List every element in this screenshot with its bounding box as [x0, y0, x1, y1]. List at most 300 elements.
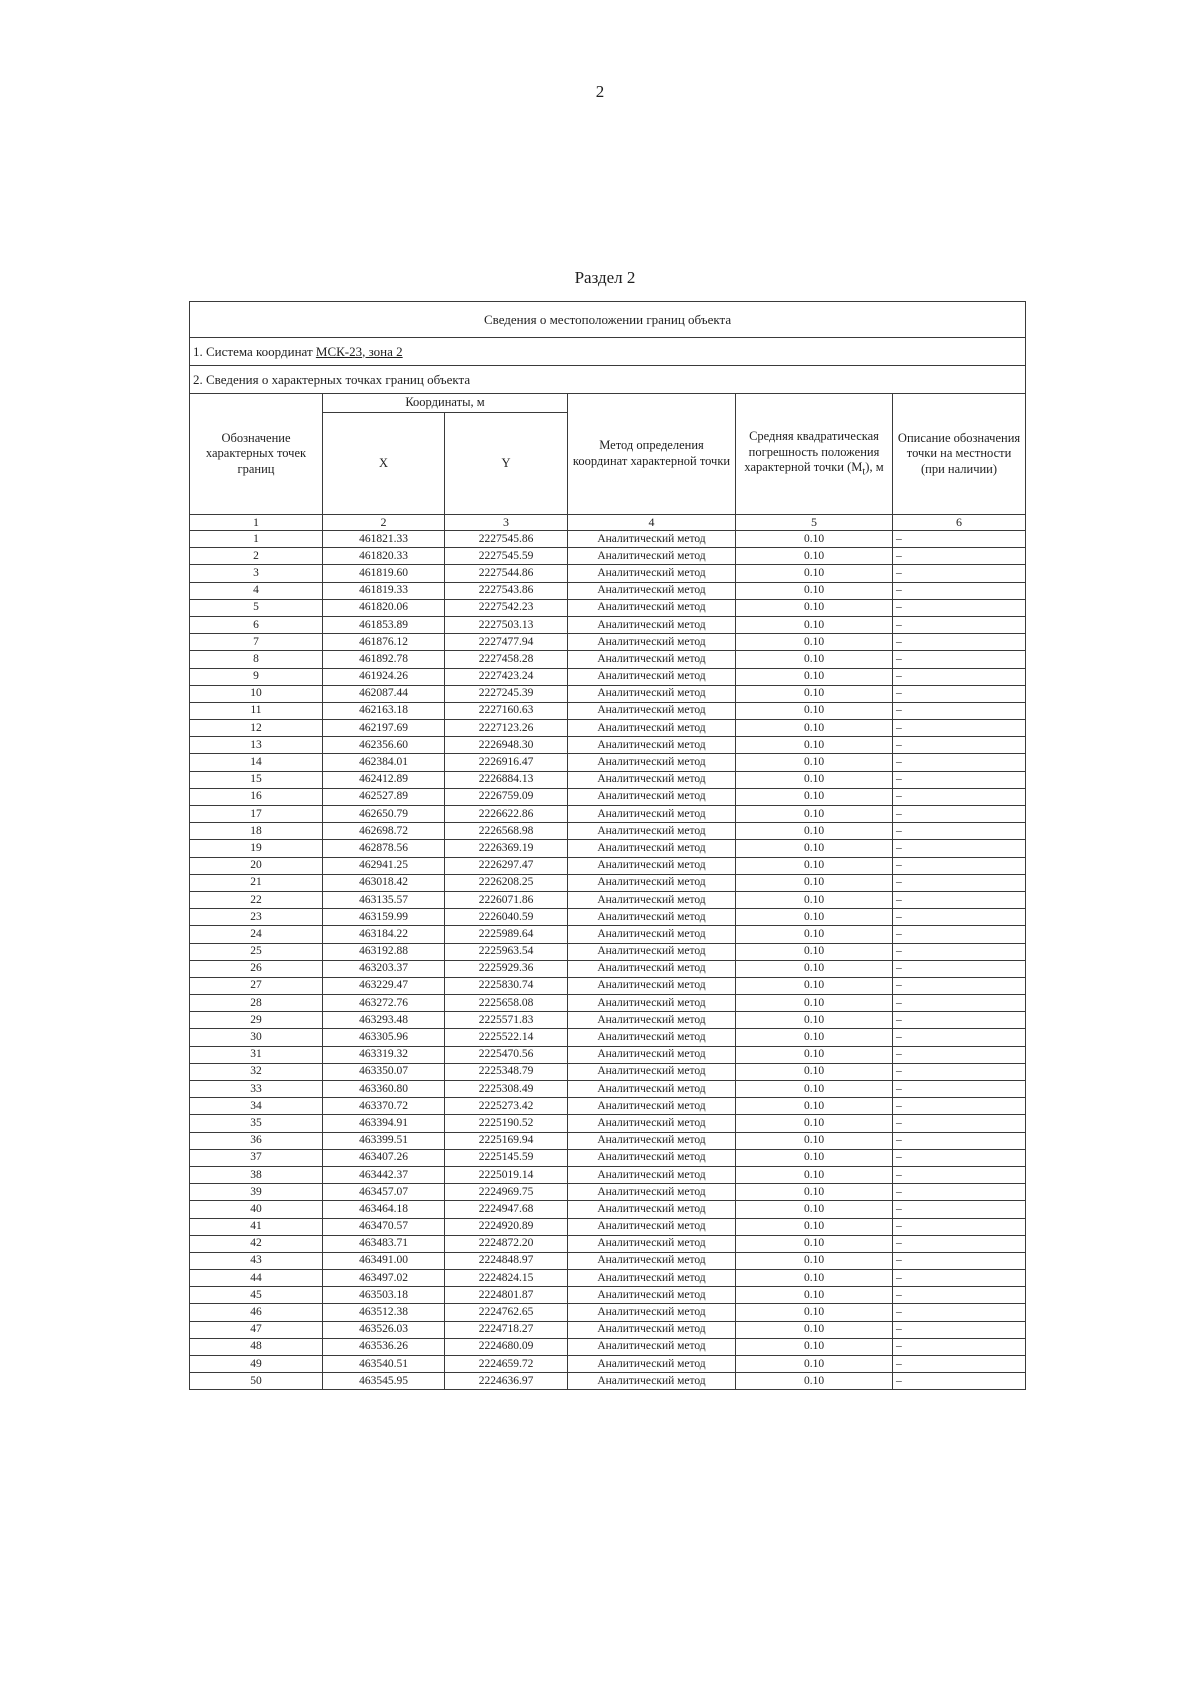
method-cell: Аналитический метод [568, 771, 736, 788]
point-number: 39 [190, 1184, 323, 1201]
point-number: 46 [190, 1304, 323, 1321]
table-row [190, 1081, 1026, 1098]
table-row [190, 960, 1026, 977]
method-cell: Аналитический метод [568, 874, 736, 891]
error-cell: 0.10 [736, 926, 893, 943]
point-number: 19 [190, 840, 323, 857]
error-cell: 0.10 [736, 771, 893, 788]
table-row [190, 1166, 1026, 1183]
coord-x: 463370.72 [323, 1098, 445, 1115]
coord-y: 2225830.74 [445, 977, 568, 994]
description-cell: – [893, 891, 1026, 908]
error-cell: 0.10 [736, 668, 893, 685]
table-row [190, 616, 1026, 633]
error-cell: 0.10 [736, 1012, 893, 1029]
table-row [190, 1321, 1026, 1338]
error-cell: 0.10 [736, 754, 893, 771]
coord-x: 463135.57 [323, 891, 445, 908]
table-row [190, 1270, 1026, 1287]
coord-x: 463203.37 [323, 960, 445, 977]
method-cell: Аналитический метод [568, 616, 736, 633]
point-number: 16 [190, 788, 323, 805]
error-cell: 0.10 [736, 565, 893, 582]
method-cell: Аналитический метод [568, 1029, 736, 1046]
coord-x: 462087.44 [323, 685, 445, 702]
point-number: 7 [190, 634, 323, 651]
point-number: 5 [190, 599, 323, 616]
point-number: 37 [190, 1149, 323, 1166]
header-designation: Обозначение характерных точек границ [190, 394, 323, 515]
coord-y: 2224872.20 [445, 1235, 568, 1252]
description-cell: – [893, 1218, 1026, 1235]
table-row [190, 840, 1026, 857]
description-cell: – [893, 1166, 1026, 1183]
method-cell: Аналитический метод [568, 943, 736, 960]
table-row [190, 1063, 1026, 1080]
error-cell: 0.10 [736, 599, 893, 616]
table-row [190, 926, 1026, 943]
table-row [190, 788, 1026, 805]
error-cell: 0.10 [736, 1098, 893, 1115]
coord-y: 2226759.09 [445, 788, 568, 805]
point-number: 10 [190, 685, 323, 702]
coord-x: 461820.33 [323, 548, 445, 565]
error-cell: 0.10 [736, 857, 893, 874]
description-cell: – [893, 1338, 1026, 1355]
description-cell: – [893, 1063, 1026, 1080]
description-cell: – [893, 737, 1026, 754]
coord-y: 2225522.14 [445, 1029, 568, 1046]
coord-y: 2226208.25 [445, 874, 568, 891]
method-cell: Аналитический метод [568, 1338, 736, 1355]
method-cell: Аналитический метод [568, 857, 736, 874]
coord-y: 2227545.59 [445, 548, 568, 565]
error-cell: 0.10 [736, 737, 893, 754]
coord-x: 463399.51 [323, 1132, 445, 1149]
point-number: 13 [190, 737, 323, 754]
description-cell: – [893, 582, 1026, 599]
page-number: 2 [595, 82, 605, 101]
coord-x: 462163.18 [323, 702, 445, 719]
coordinate-system [190, 338, 1026, 366]
error-cell: 0.10 [736, 1304, 893, 1321]
table-row [190, 599, 1026, 616]
description-cell: – [893, 995, 1026, 1012]
method-cell: Аналитический метод [568, 737, 736, 754]
point-number: 34 [190, 1098, 323, 1115]
description-cell: – [893, 788, 1026, 805]
description-cell: – [893, 1356, 1026, 1373]
table-row [190, 685, 1026, 702]
coord-x: 463526.03 [323, 1321, 445, 1338]
table-row [190, 1132, 1026, 1149]
coord-x: 463497.02 [323, 1270, 445, 1287]
table-row [190, 1304, 1026, 1321]
header-coordinates: Координаты, м [323, 394, 568, 413]
description-cell: – [893, 960, 1026, 977]
error-cell: 0.10 [736, 1356, 893, 1373]
error-cell: 0.10 [736, 634, 893, 651]
error-cell: 0.10 [736, 840, 893, 857]
coord-x: 462878.56 [323, 840, 445, 857]
method-cell: Аналитический метод [568, 1115, 736, 1132]
description-cell: – [893, 1012, 1026, 1029]
coord-x: 463272.76 [323, 995, 445, 1012]
coord-y: 2227544.86 [445, 565, 568, 582]
coord-y: 2226622.86 [445, 806, 568, 823]
table-row [190, 634, 1026, 651]
header-error: Средняя квадратическая погрешность положения характерной точки $(M_t)$, м [736, 394, 893, 515]
description-cell: – [893, 754, 1026, 771]
coord-x: 463545.95 [323, 1373, 445, 1390]
table-row [190, 771, 1026, 788]
coord-x: 461819.60 [323, 565, 445, 582]
coord-y: 2224718.27 [445, 1321, 568, 1338]
method-cell: Аналитический метод [568, 891, 736, 908]
method-cell: Аналитический метод [568, 1373, 736, 1390]
point-number: 1 [190, 531, 323, 548]
description-cell: – [893, 1098, 1026, 1115]
table-row [190, 1356, 1026, 1373]
point-number: 44 [190, 1270, 323, 1287]
error-cell: 0.10 [736, 1132, 893, 1149]
boundary-points-table [189, 301, 1026, 1390]
point-number: 36 [190, 1132, 323, 1149]
method-cell: Аналитический метод [568, 960, 736, 977]
description-cell: – [893, 857, 1026, 874]
point-number: 38 [190, 1166, 323, 1183]
method-cell: Аналитический метод [568, 548, 736, 565]
coord-x: 463229.47 [323, 977, 445, 994]
table-row [190, 1235, 1026, 1252]
coord-x: 463159.99 [323, 909, 445, 926]
coord-y: 2226040.59 [445, 909, 568, 926]
description-cell: – [893, 823, 1026, 840]
table-row [190, 909, 1026, 926]
coord-y: 2227545.86 [445, 531, 568, 548]
point-number: 23 [190, 909, 323, 926]
method-cell: Аналитический метод [568, 668, 736, 685]
table-row [190, 720, 1026, 737]
point-number: 25 [190, 943, 323, 960]
table-row [190, 1218, 1026, 1235]
point-number: 24 [190, 926, 323, 943]
description-cell: – [893, 720, 1026, 737]
coord-x: 463407.26 [323, 1149, 445, 1166]
coord-y: 2224680.09 [445, 1338, 568, 1355]
description-cell: – [893, 840, 1026, 857]
method-cell: Аналитический метод [568, 1046, 736, 1063]
error-cell: 0.10 [736, 823, 893, 840]
column-number: 6 [893, 515, 1026, 531]
method-cell: Аналитический метод [568, 995, 736, 1012]
coord-x: 463483.71 [323, 1235, 445, 1252]
point-number: 40 [190, 1201, 323, 1218]
method-cell: Аналитический метод [568, 926, 736, 943]
coord-x: 461853.89 [323, 616, 445, 633]
method-cell: Аналитический метод [568, 1012, 736, 1029]
error-cell: 0.10 [736, 651, 893, 668]
coord-x: 462698.72 [323, 823, 445, 840]
method-cell: Аналитический метод [568, 1218, 736, 1235]
error-cell: 0.10 [736, 960, 893, 977]
point-number: 21 [190, 874, 323, 891]
error-cell: 0.10 [736, 1115, 893, 1132]
coord-x: 463184.22 [323, 926, 445, 943]
coord-y: 2225145.59 [445, 1149, 568, 1166]
table-row [190, 1029, 1026, 1046]
coord-x: 463018.42 [323, 874, 445, 891]
description-cell: – [893, 1287, 1026, 1304]
coord-x: 463470.57 [323, 1218, 445, 1235]
coord-y: 2227503.13 [445, 616, 568, 633]
table-row [190, 1338, 1026, 1355]
description-cell: – [893, 651, 1026, 668]
description-cell: – [893, 943, 1026, 960]
point-number: 17 [190, 806, 323, 823]
coord-x: 463491.00 [323, 1252, 445, 1269]
point-number: 32 [190, 1063, 323, 1080]
header-description: Описание обозначения точки на местности (при наличии) [893, 394, 1026, 515]
error-cell: 0.10 [736, 702, 893, 719]
coord-x: 463503.18 [323, 1287, 445, 1304]
error-cell: 0.10 [736, 685, 893, 702]
coord-x: 461892.78 [323, 651, 445, 668]
column-number: 4 [568, 515, 736, 531]
points-section-label: 2. Сведения о характерных точках границ объекта [190, 366, 1026, 394]
point-number: 12 [190, 720, 323, 737]
table-row [190, 668, 1026, 685]
table-row [190, 754, 1026, 771]
table-row [190, 737, 1026, 754]
description-cell: – [893, 599, 1026, 616]
method-cell: Аналитический метод [568, 788, 736, 805]
method-cell: Аналитический метод [568, 1270, 736, 1287]
method-cell: Аналитический метод [568, 720, 736, 737]
coord-x: 462412.89 [323, 771, 445, 788]
method-cell: Аналитический метод [568, 1098, 736, 1115]
table-row [190, 565, 1026, 582]
point-number: 4 [190, 582, 323, 599]
coord-y: 2225273.42 [445, 1098, 568, 1115]
point-number: 48 [190, 1338, 323, 1355]
section-title: Раздел 2 [574, 268, 636, 287]
point-number: 45 [190, 1287, 323, 1304]
coord-y: 2227245.39 [445, 685, 568, 702]
method-cell: Аналитический метод [568, 634, 736, 651]
method-cell: Аналитический метод [568, 531, 736, 548]
description-cell: – [893, 1235, 1026, 1252]
column-number: 3 [445, 515, 568, 531]
coord-x: 463350.07 [323, 1063, 445, 1080]
description-cell: – [893, 771, 1026, 788]
table-row [190, 806, 1026, 823]
error-cell: 0.10 [736, 1081, 893, 1098]
coord-y: 2225929.36 [445, 960, 568, 977]
error-cell: 0.10 [736, 891, 893, 908]
coord-x: 463192.88 [323, 943, 445, 960]
table-row [190, 995, 1026, 1012]
method-cell: Аналитический метод [568, 1081, 736, 1098]
method-cell: Аналитический метод [568, 1356, 736, 1373]
point-number: 18 [190, 823, 323, 840]
method-cell: Аналитический метод [568, 1166, 736, 1183]
coord-x: 462941.25 [323, 857, 445, 874]
description-cell: – [893, 1029, 1026, 1046]
point-number: 41 [190, 1218, 323, 1235]
coord-x: 463512.38 [323, 1304, 445, 1321]
error-cell: 0.10 [736, 943, 893, 960]
point-number: 11 [190, 702, 323, 719]
error-cell: 0.10 [736, 977, 893, 994]
description-cell: – [893, 1321, 1026, 1338]
method-cell: Аналитический метод [568, 1184, 736, 1201]
error-cell: 0.10 [736, 1046, 893, 1063]
method-cell: Аналитический метод [568, 840, 736, 857]
method-cell: Аналитический метод [568, 582, 736, 599]
point-number: 43 [190, 1252, 323, 1269]
coord-x: 463360.80 [323, 1081, 445, 1098]
method-cell: Аналитический метод [568, 823, 736, 840]
point-number: 47 [190, 1321, 323, 1338]
error-cell: 0.10 [736, 1149, 893, 1166]
column-number: 2 [323, 515, 445, 531]
table-row [190, 977, 1026, 994]
method-cell: Аналитический метод [568, 1304, 736, 1321]
coord-x: 461924.26 [323, 668, 445, 685]
table-row [190, 1287, 1026, 1304]
error-cell: 0.10 [736, 1338, 893, 1355]
point-number: 9 [190, 668, 323, 685]
coord-y: 2224636.97 [445, 1373, 568, 1390]
description-cell: – [893, 702, 1026, 719]
error-cell: 0.10 [736, 1235, 893, 1252]
error-cell: 0.10 [736, 1321, 893, 1338]
coord-y: 2227477.94 [445, 634, 568, 651]
point-number: 22 [190, 891, 323, 908]
point-number: 20 [190, 857, 323, 874]
description-cell: – [893, 1373, 1026, 1390]
table-row [190, 857, 1026, 874]
coord-y: 2225658.08 [445, 995, 568, 1012]
error-cell: 0.10 [736, 1063, 893, 1080]
coord-y: 2227543.86 [445, 582, 568, 599]
coord-x: 463305.96 [323, 1029, 445, 1046]
coord-y: 2226369.19 [445, 840, 568, 857]
table-row [190, 1115, 1026, 1132]
table-row [190, 943, 1026, 960]
table-row [190, 1373, 1026, 1390]
error-cell: 0.10 [736, 1029, 893, 1046]
coordinate-system-label: 1. Система координат [193, 343, 316, 359]
coord-y: 2227160.63 [445, 702, 568, 719]
description-cell: – [893, 926, 1026, 943]
error-cell: 0.10 [736, 582, 893, 599]
coord-y: 2226568.98 [445, 823, 568, 840]
coord-y: 2227423.24 [445, 668, 568, 685]
table-row [190, 1149, 1026, 1166]
description-cell: – [893, 548, 1026, 565]
error-cell: 0.10 [736, 806, 893, 823]
coord-x: 463442.37 [323, 1166, 445, 1183]
method-cell: Аналитический метод [568, 1252, 736, 1269]
description-cell: – [893, 909, 1026, 926]
coord-y: 2225571.83 [445, 1012, 568, 1029]
coord-y: 2226297.47 [445, 857, 568, 874]
coord-y: 2226916.47 [445, 754, 568, 771]
table-row [190, 651, 1026, 668]
point-number: 8 [190, 651, 323, 668]
error-cell: 0.10 [736, 1287, 893, 1304]
error-cell: 0.10 [736, 995, 893, 1012]
coord-y: 2225989.64 [445, 926, 568, 943]
coord-y: 2225308.49 [445, 1081, 568, 1098]
coord-x: 463319.32 [323, 1046, 445, 1063]
description-cell: – [893, 1304, 1026, 1321]
error-cell: 0.10 [736, 1270, 893, 1287]
coord-x: 462650.79 [323, 806, 445, 823]
description-cell: – [893, 668, 1026, 685]
table-caption: Сведения о местоположении границ объекта [190, 302, 1026, 338]
coord-y: 2224659.72 [445, 1356, 568, 1373]
method-cell: Аналитический метод [568, 977, 736, 994]
description-cell: – [893, 685, 1026, 702]
table-row [190, 582, 1026, 599]
coord-x: 463394.91 [323, 1115, 445, 1132]
error-cell: 0.10 [736, 616, 893, 633]
method-cell: Аналитический метод [568, 1287, 736, 1304]
table-row [190, 1184, 1026, 1201]
error-cell: 0.10 [736, 1184, 893, 1201]
coord-y: 2225169.94 [445, 1132, 568, 1149]
point-number: 31 [190, 1046, 323, 1063]
coord-x: 461821.33 [323, 531, 445, 548]
point-number: 2 [190, 548, 323, 565]
description-cell: – [893, 1252, 1026, 1269]
error-cell: 0.10 [736, 1373, 893, 1390]
column-number: 5 [736, 515, 893, 531]
method-cell: Аналитический метод [568, 1149, 736, 1166]
table-row [190, 1098, 1026, 1115]
error-cell: 0.10 [736, 1201, 893, 1218]
coord-y: 2225348.79 [445, 1063, 568, 1080]
method-cell: Аналитический метод [568, 754, 736, 771]
description-cell: – [893, 1046, 1026, 1063]
description-cell: – [893, 565, 1026, 582]
coord-y: 2224920.89 [445, 1218, 568, 1235]
description-cell: – [893, 616, 1026, 633]
method-cell: Аналитический метод [568, 651, 736, 668]
error-cell: 0.10 [736, 909, 893, 926]
coord-x: 462197.69 [323, 720, 445, 737]
coord-y: 2224848.97 [445, 1252, 568, 1269]
coord-x: 461876.12 [323, 634, 445, 651]
method-cell: Аналитический метод [568, 1201, 736, 1218]
table-row [190, 1046, 1026, 1063]
description-cell: – [893, 1132, 1026, 1149]
description-cell: – [893, 806, 1026, 823]
coord-x: 463540.51 [323, 1356, 445, 1373]
error-cell: 0.10 [736, 788, 893, 805]
method-cell: Аналитический метод [568, 599, 736, 616]
method-cell: Аналитический метод [568, 1063, 736, 1080]
point-number: 29 [190, 1012, 323, 1029]
point-number: 49 [190, 1356, 323, 1373]
method-cell: Аналитический метод [568, 909, 736, 926]
description-cell: – [893, 1081, 1026, 1098]
header-method: Метод определения координат характерной точки [568, 394, 736, 515]
table-row [190, 1201, 1026, 1218]
